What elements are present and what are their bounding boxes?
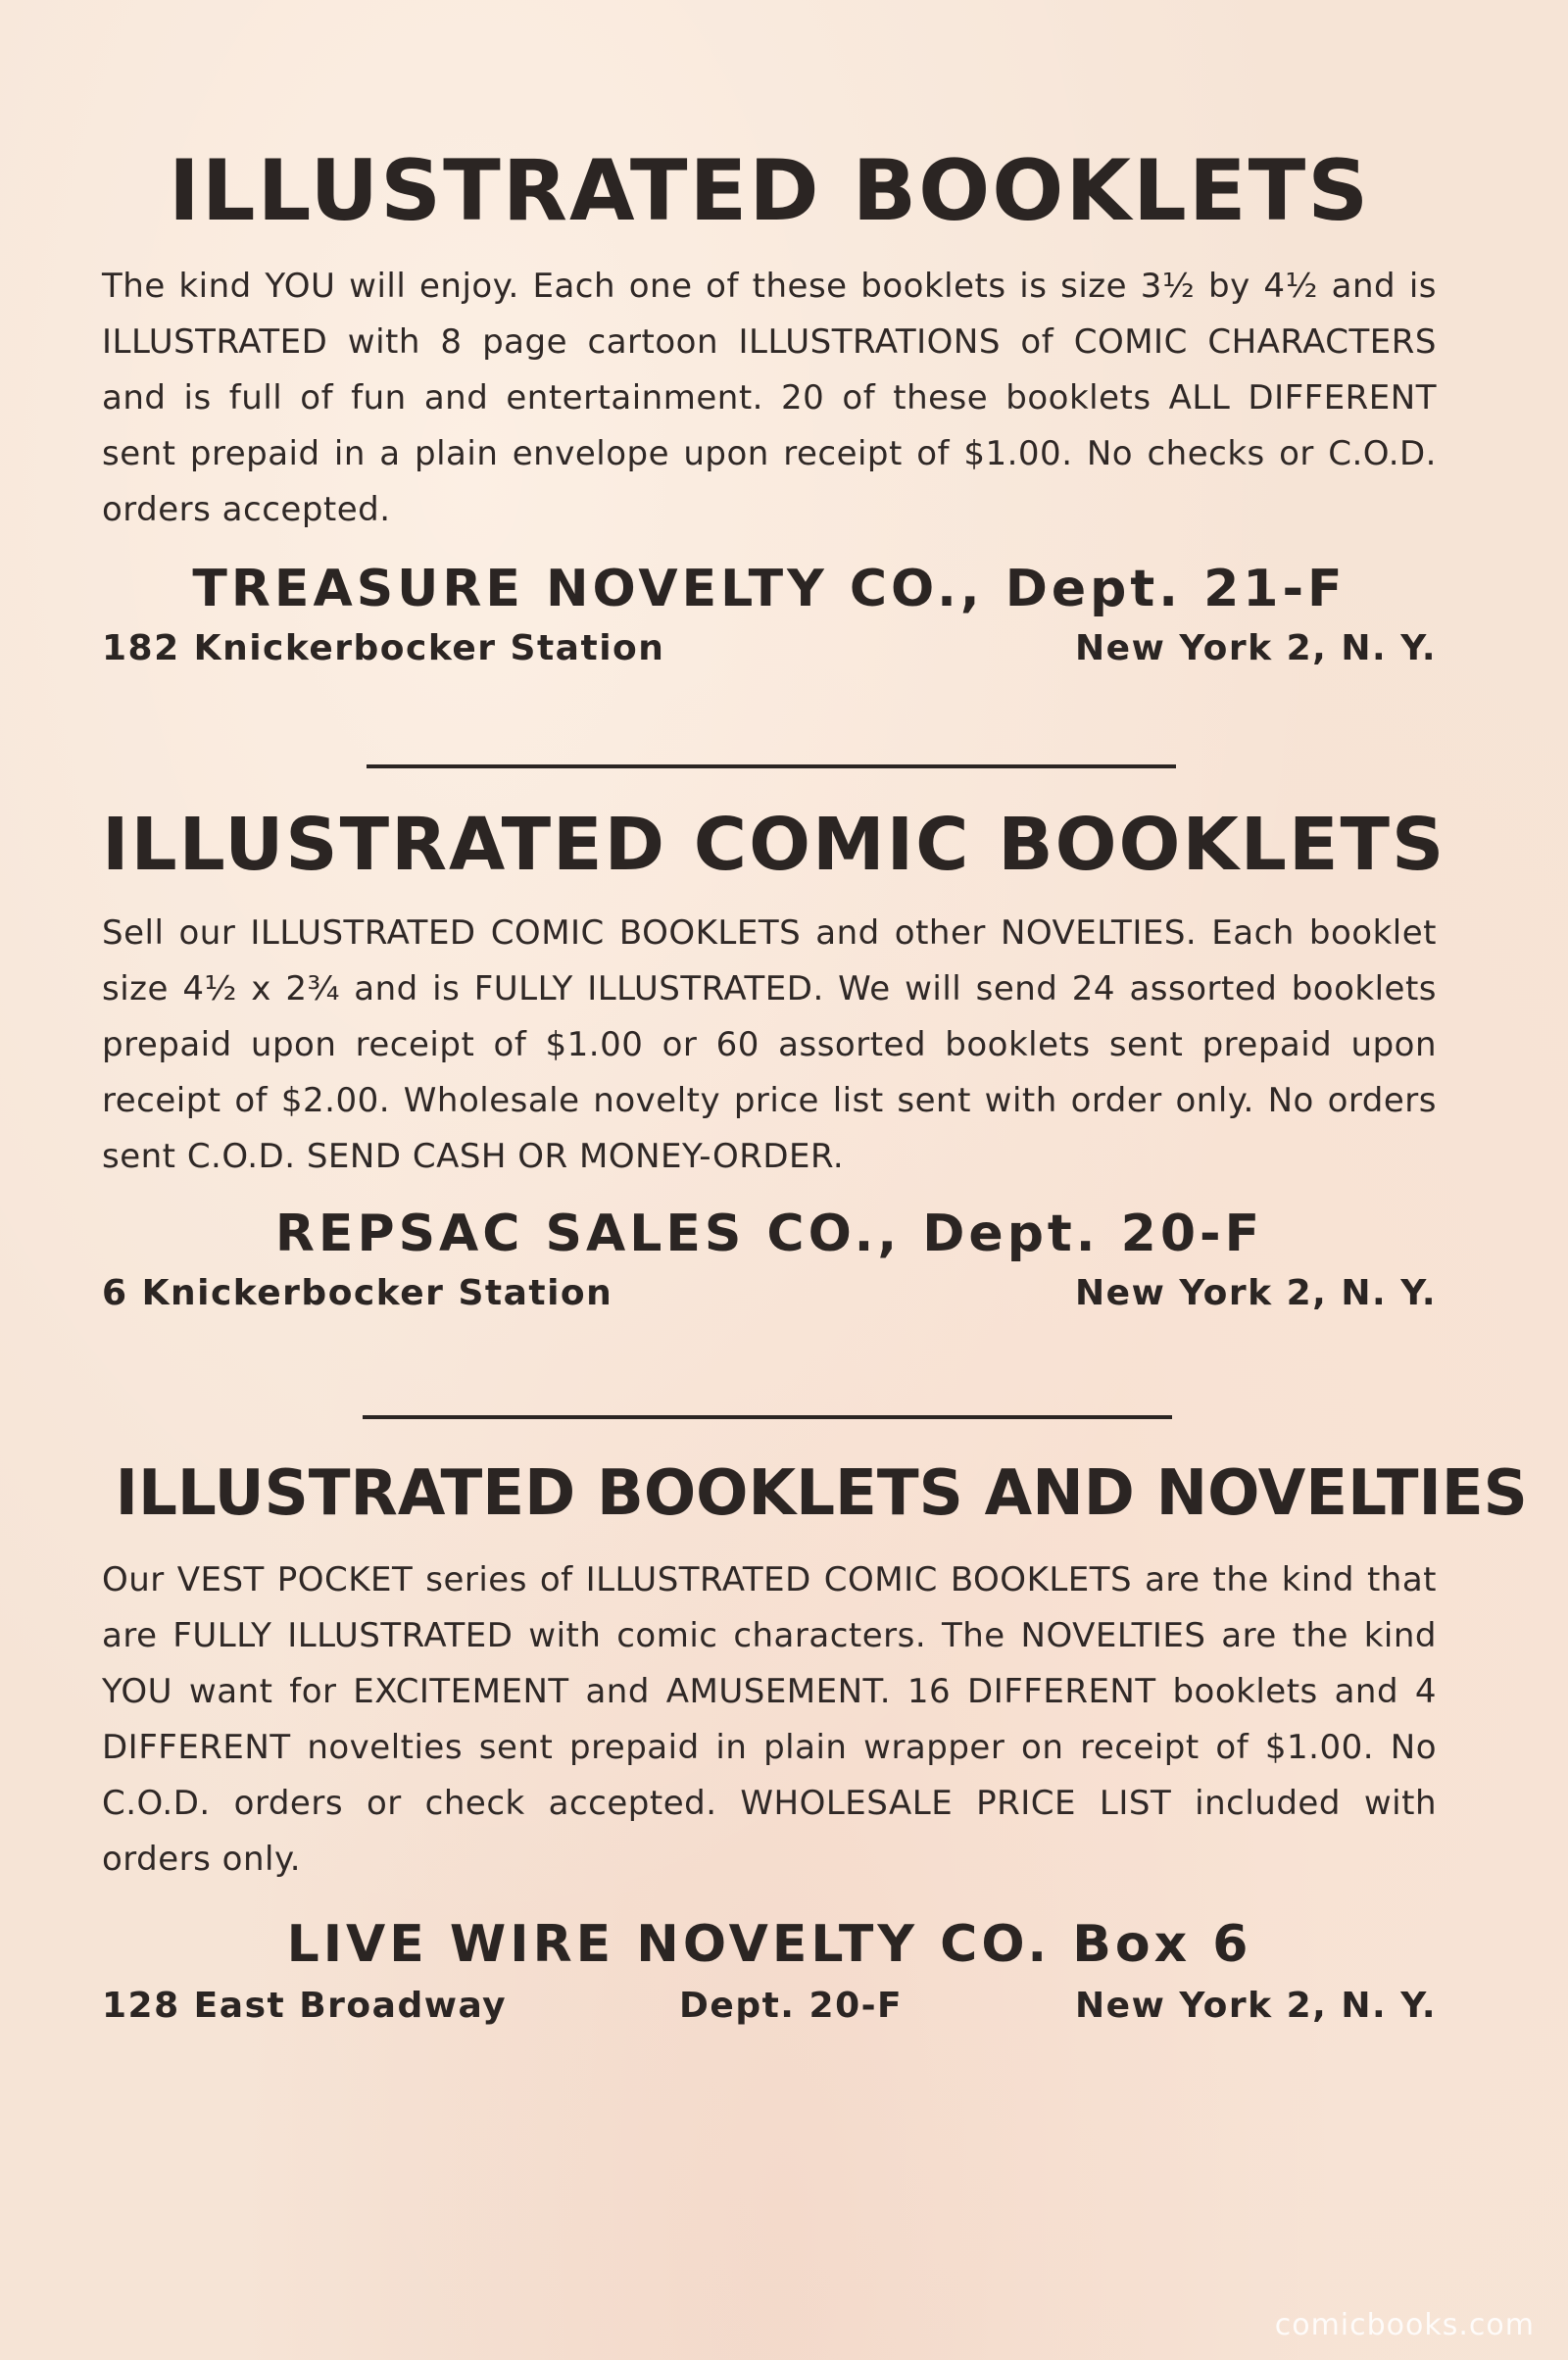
- site-watermark: comicbooks.com: [1274, 2308, 1535, 2342]
- ad-headline: ILLUSTRATED BOOKLETS AND NOVELTIES: [115, 1457, 1528, 1530]
- address-street: 182 Knickerbocker Station: [102, 628, 665, 668]
- ad-headline: ILLUSTRATED COMIC BOOKLETS: [102, 803, 1446, 887]
- ad-headline: ILLUSTRATED BOOKLETS: [168, 142, 1371, 240]
- address-city: New York 2, N. Y.: [1075, 1273, 1437, 1313]
- ad-live-wire-novelty: [102, 1447, 1528, 2026]
- address-street: 6 Knickerbocker Station: [102, 1273, 613, 1313]
- ad-repsac-sales: [102, 796, 1446, 1313]
- ad-body-text: Our VEST POCKET series of ILLUSTRATED COMIC BOOKLETS are the kind that are FULLY ILLUSTRATED with comic characters. The NOVELTIES are the kind YOU want for EXCITEMENT and AMUSEMENT. 16 DIFFERENT booklets and 4 DIFFERENT novelties sent prepaid in plain wrapper on receipt of $1.00. No C.O.D. orders or check accepted. WHOLESALE PRICE LIST included with orders only.: [102, 1560, 1437, 1879]
- company-name: LIVE WIRE NOVELTY CO. Box 6: [286, 1915, 1252, 1974]
- address-street: 128 East Broadway: [102, 1986, 508, 2026]
- company-name: TREASURE NOVELTY CO., Dept. 21-F: [192, 560, 1347, 618]
- ad-body-text: The kind YOU will enjoy. Each one of these booklets is size 3½ by 4½ and is ILLUSTRATED with 8 page cartoon ILLUSTRATIONS of COMIC CHARACTERS and is full of fun and entertainment. 20 of these booklets ALL DIFFERENT sent prepaid in a plain envelope upon receipt of $1.00. No checks or C.O.D. orders accepted.: [102, 267, 1437, 529]
- company-name: REPSAC SALES CO., Dept. 20-F: [274, 1205, 1264, 1263]
- section-divider: [363, 1415, 1172, 1419]
- address-row: [102, 1986, 1437, 2026]
- address-dept: Dept. 20-F: [679, 1986, 904, 2026]
- address-row: [102, 628, 1437, 668]
- section-divider: [367, 764, 1176, 768]
- address-city: New York 2, N. Y.: [1075, 1986, 1437, 2026]
- ad-body-text: Sell our ILLUSTRATED COMIC BOOKLETS and other NOVELTIES. Each booklet size 4½ x 2¾ and is FULLY ILLUSTRATED. We will send 24 assorted booklets prepaid upon receipt of $1.00 or 60 assorted booklets sent prepaid upon receipt of $2.00. Wholesale novelty price list sent with order only. No orders sent C.O.D. SEND CASH OR MONEY-ORDER.: [102, 913, 1437, 1176]
- address-row: [102, 1273, 1437, 1313]
- address-city: New York 2, N. Y.: [1075, 628, 1437, 668]
- ad-treasure-novelty: [102, 137, 1437, 668]
